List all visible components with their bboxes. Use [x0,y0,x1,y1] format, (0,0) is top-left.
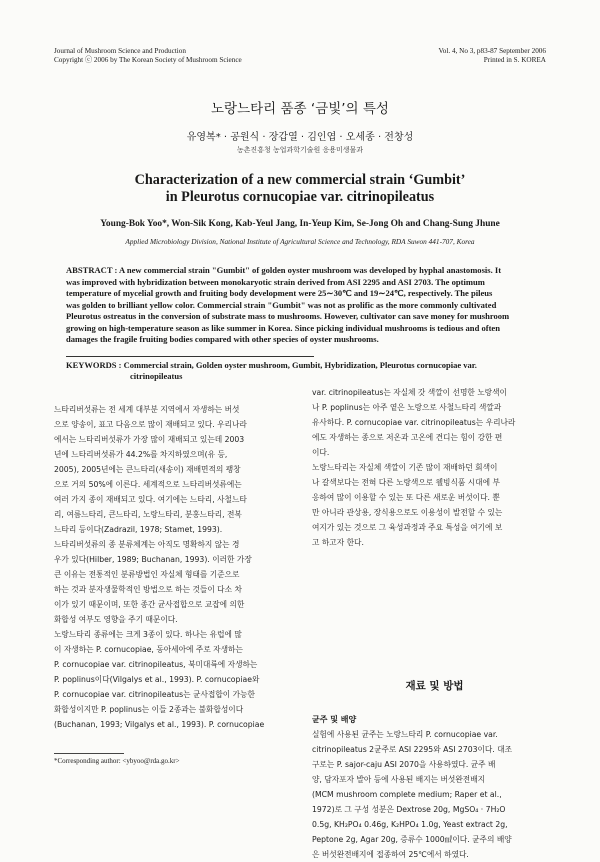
keywords-line: Commercial strain, Golden oyster mushroom, Gumbit, Hybridization, Pleurotus cornucopiae var. [123,360,477,370]
body-text-line: 나 갈색보다는 전혀 다른 노랑색으로 웰빙식품 시대에 부 [312,478,500,487]
body-text-line: P. cornucopiae var. citrinopileatus는 균사접합이 가능한 [54,690,255,699]
body-text-line: 유사하다. P. cornucopiae var. citrinopileatus는 우리나라 [312,418,516,427]
body-text-line: (MCM mushroom complete medium; Raper et al., [312,790,502,799]
body-text-line: 우가 있다(Hilber, 1989; Buchanan, 1993). 이러한 가장 [54,555,252,564]
printed-location: Printed in S. KOREA [483,56,546,64]
english-title [0,172,600,206]
abstract-line: A new commercial strain "Gumbit" of golden oyster mushroom was developed by hyphal anastomosis. It [119,265,502,275]
body-text-line: 리, 여름느타리, 큰느타리, 노랑느타리, 분홍느타리, 전복 [54,510,242,519]
body-text-line: 응하여 많이 이용할 수 있는 또 다른 새로운 버섯이다. 뿐 [312,493,500,502]
body-text-line: 에도 자생하는 종으로 저온과 고온에 견디는 힘이 강한 편 [312,433,503,442]
body-text-line: 이가 있기 때문이며, 또한 종간 균사접합으로 교잡에 의한 [54,600,245,609]
body-text-line: var. citrinopileatus는 자실체 갓 색깔이 선명한 노랑색이 [312,388,507,397]
body-text-line: 느타리버섯류의 종 분류체계는 아직도 명확하지 않는 경 [54,540,240,549]
body-text-line: P. cornucopiae var. citrinopileatus, 북미대륙에 자생하는 [54,660,258,669]
korean-affiliation: 농촌진흥청 농업과학기술원 응용미생물과 [236,146,364,154]
abstract-line: was golden to brilliant yellow color. Commercial strain "Gumbit" was not as prolific as the more commonly cultivated [66,299,497,310]
body-text-line: citrinopileatus 2균주로 ASI 2295와 ASI 2703이다. 대조 [312,745,513,754]
footnote-divider [54,753,124,754]
body-text-line: 노랑느타리 종류에는 크게 3종이 있다. 하나는 유럽에 많 [54,630,242,639]
keywords [66,360,546,382]
abstract-divider [66,356,314,357]
body-text-line: 1972)로 그 구성 성분은 Dextrose 20g, MgSO₄ · 7H₂O [312,805,506,814]
body-text-line: 이다. [312,448,330,457]
body-text-line: 으로 양송이, 표고 다음으로 많이 재배되고 있다. 우리나라 [54,420,247,429]
abstract-line: temperature of mycelial growth and fruiting body development were 25∼30℃ and 19∼24℃, respectively. The pileus [66,288,493,298]
journal-name: Journal of Mushroom Science and Production [54,47,186,55]
abstract-line: damages the fragile fruiting bodies compared with other species of oyster mushrooms. [66,334,379,344]
body-text-line: 나 P. poplinus는 아주 옅은 노랑으로 사철느타리 색깔과 [312,403,502,412]
body-text-line: 만 아니라 관상용, 장식용으로도 이용성이 발전할 수 있는 [312,508,503,517]
abstract-label: ABSTRACT : [66,265,118,275]
body-text-line: 년에 느타리버섯류가 44.2%를 차지하였으며(유 등, [54,450,228,459]
body-text-line: 양, 담자포자 발아 등에 사용된 배지는 버섯완전배지 [312,775,486,784]
body-text-line: 화합성이지만 P. poplinus는 이들 2종과는 불화합성이다 [54,705,244,714]
body-text-line: (Buchanan, 1993; Vilgalys et al., 1993). P. cornucopiae [54,720,265,729]
body-text-line: 으로 거의 50%에 이른다. 세계적으로 느타리버섯류에는 [54,480,242,489]
section-heading: 재료 및 방법 [405,680,464,692]
keywords-line: citrinopileatus [130,371,183,381]
body-text-line: 에서는 느타리버섯류가 가장 많이 재배되고 있는데 2003 [54,435,245,444]
abstract-line: was improved with hybridization between monokaryotic strain derived from ASI 2295 and ASI 2703. The optimum [66,276,485,287]
body-text-line: 구로는 P. sajor-caju ASI 2070을 사용하였다. 균주 배 [312,760,496,769]
abstract [66,265,546,346]
body-text-line: Peptone 2g, Agar 20g, 증류수 1000㎖이다. 균주의 배양 [312,835,512,844]
english-authors: Young-Bok Yoo*, Won-Sik Kong, Kab-Yeul Jang, In-Yeup Kim, Se-Jong Oh and Chang-Sung Jhune [100,219,500,229]
english-affiliation: Applied Microbiology Division, National Institute of Agricultural Science and Technology, RDA Suwon 441-707, Korea [125,237,475,246]
body-text-line: 고 하고자 한다. [312,538,364,547]
english-title-line1: Characterization of a new commercial strain ‘Gumbit’ [134,172,466,188]
body-text-line: 큰 이유는 전통적인 분류방법인 자실체 형태를 기준으로 [54,570,240,579]
body-text-line: 하는 것과 분자생물학적인 방법으로 하는 것들이 다소 차 [54,585,242,594]
body-text-line: 느타리 등이다(Zadrazil, 1978; Stamet, 1993). [54,525,223,534]
corresponding-author-footnote: *Corresponding author: <ybyoo@rda.go.kr> [54,757,180,765]
keywords-label: KEYWORDS : [66,360,122,370]
body-right-column-methods [312,727,557,862]
abstract-line: growing on high-temperature season as like summer in Korea. Since picking individual mushrooms is tedious and often [66,322,500,333]
body-text-line: 여러 가지 종이 재배되고 있다. 여기에는 느타리, 사철느타 [54,495,247,504]
body-text-line: 화합성 여부도 영향을 주기 때문이다. [54,615,178,624]
copyright-notice: Copyright ⓒ 2006 by The Korean Society of Mushroom Science [54,56,242,64]
body-text-line: P. poplinus이다(Vilgalys et al., 1993). P. cornucopiae와 [54,675,260,684]
abstract-line: Pleurotus ostreatus in the conversion of substrate mass to mushrooms. However, cultivator can save money for mushroom [66,311,510,321]
korean-title: 노랑느타리 품종 ‘금빛’의 특성 [211,101,389,117]
volume-info: Vol. 4, No 3, p83-87 September 2006 [438,47,546,55]
body-text-line: 여지가 있는 것으로 그 육성과정과 주요 특성을 여기에 보 [312,523,503,532]
subsection-heading: 균주 및 배양 [312,715,357,724]
body-text-line: 느타리버섯류는 전 세계 대부분 지역에서 자생하는 버섯 [54,405,240,414]
body-left-column [54,402,300,732]
body-text-line: 실험에 사용된 균주는 노랑느타리 P. cornucopiae var. [312,730,498,739]
body-text-line: 은 버섯완전배지에 접종하여 25℃에서 하였다. [312,850,469,859]
body-right-column [312,385,557,550]
body-text-line: 0.5g, KH₂PO₄ 0.46g, K₂HPO₄ 1.0g, Yeast extract 2g, [312,820,508,829]
body-text-line: 2005), 2005년에는 큰느타리(새송이) 재배면적의 팽창 [54,465,241,474]
body-text-line: 노랑느타리는 자실체 색깔이 기존 많이 재배하던 회색이 [312,463,498,472]
korean-authors: 유영복* · 공원식 · 장갑열 · 김인엽 · 오세종 · 전창성 [186,132,414,143]
body-text-line: 이 자생하는 P. cornucopiae, 동아세아에 주로 자생하는 [54,645,243,654]
english-title-line2: in Pleurotus cornucopiae var. citrinopileatus [165,189,435,205]
